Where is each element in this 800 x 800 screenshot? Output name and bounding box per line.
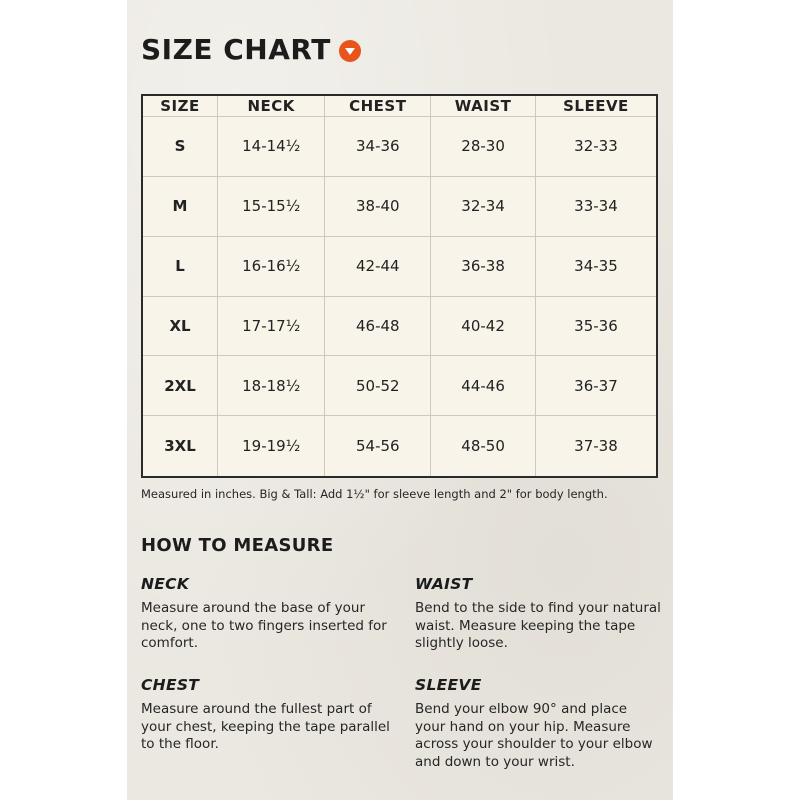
neck-cell: 15-15½ bbox=[218, 176, 325, 236]
sleeve-cell: 32-33 bbox=[535, 117, 657, 177]
measure-chest bbox=[141, 676, 391, 754]
waist-cell: 40-42 bbox=[431, 296, 536, 356]
chest-cell: 34-36 bbox=[325, 117, 431, 177]
header-chest: CHEST bbox=[325, 95, 431, 117]
sleeve-cell: 33-34 bbox=[535, 176, 657, 236]
table-row bbox=[142, 176, 657, 236]
neck-cell: 16-16½ bbox=[218, 236, 325, 296]
waist-cell: 44-46 bbox=[431, 356, 536, 416]
size-cell: XL bbox=[142, 296, 218, 356]
header-sleeve: SLEEVE bbox=[535, 95, 657, 117]
measure-chest-text: Measure around the fullest part of your chest, keeping the tape parallel to the floor. bbox=[141, 701, 390, 752]
size-cell: 3XL bbox=[142, 416, 218, 477]
table-row bbox=[142, 356, 657, 416]
waist-cell: 32-34 bbox=[431, 176, 536, 236]
chevron-down-circle-icon[interactable] bbox=[339, 40, 361, 62]
waist-cell: 48-50 bbox=[431, 416, 536, 477]
size-cell: S bbox=[142, 117, 218, 177]
measure-neck-label: NECK bbox=[141, 575, 190, 593]
header-size: SIZE bbox=[142, 95, 218, 117]
table-row bbox=[142, 416, 657, 477]
size-cell: M bbox=[142, 176, 218, 236]
sleeve-cell: 37-38 bbox=[535, 416, 657, 477]
measure-sleeve bbox=[415, 676, 660, 771]
table-header-row bbox=[142, 95, 657, 117]
header-waist: WAIST bbox=[431, 95, 536, 117]
size-cell: L bbox=[142, 236, 218, 296]
measure-sleeve-label: SLEEVE bbox=[415, 676, 482, 694]
chest-cell: 46-48 bbox=[325, 296, 431, 356]
waist-cell: 36-38 bbox=[431, 236, 536, 296]
table-row bbox=[142, 236, 657, 296]
measure-neck-text: Measure around the base of your neck, one to two fingers inserted for comfort. bbox=[141, 600, 387, 651]
chest-cell: 42-44 bbox=[325, 236, 431, 296]
measure-sleeve-text: Bend your elbow 90° and place your hand on your hip. Measure across your shoulder to your elbow and down to your wrist. bbox=[415, 701, 653, 770]
sleeve-cell: 34-35 bbox=[535, 236, 657, 296]
measure-waist-label: WAIST bbox=[415, 575, 473, 593]
size-table bbox=[141, 94, 658, 478]
chest-cell: 38-40 bbox=[325, 176, 431, 236]
page-title bbox=[141, 33, 361, 66]
waist-cell: 28-30 bbox=[431, 117, 536, 177]
table-row bbox=[142, 296, 657, 356]
neck-cell: 19-19½ bbox=[218, 416, 325, 477]
chest-cell: 54-56 bbox=[325, 416, 431, 477]
size-chart-card bbox=[127, 0, 673, 800]
sleeve-cell: 36-37 bbox=[535, 356, 657, 416]
header-neck: NECK bbox=[218, 95, 325, 117]
measure-waist bbox=[415, 575, 665, 653]
neck-cell: 14-14½ bbox=[218, 117, 325, 177]
neck-cell: 17-17½ bbox=[218, 296, 325, 356]
neck-cell: 18-18½ bbox=[218, 356, 325, 416]
size-cell: 2XL bbox=[142, 356, 218, 416]
how-to-measure-heading: HOW TO MEASURE bbox=[141, 535, 334, 556]
measure-waist-text: Bend to the side to find your natural waist. Measure keeping the tape slightly loose. bbox=[415, 600, 661, 651]
sleeve-cell: 35-36 bbox=[535, 296, 657, 356]
table-row bbox=[142, 117, 657, 177]
measurement-note: Measured in inches. Big & Tall: Add 1½" for sleeve length and 2" for body length. bbox=[141, 487, 608, 501]
title-text: SIZE CHART bbox=[141, 33, 331, 66]
chest-cell: 50-52 bbox=[325, 356, 431, 416]
measure-neck bbox=[141, 575, 391, 653]
measure-chest-label: CHEST bbox=[141, 676, 200, 694]
